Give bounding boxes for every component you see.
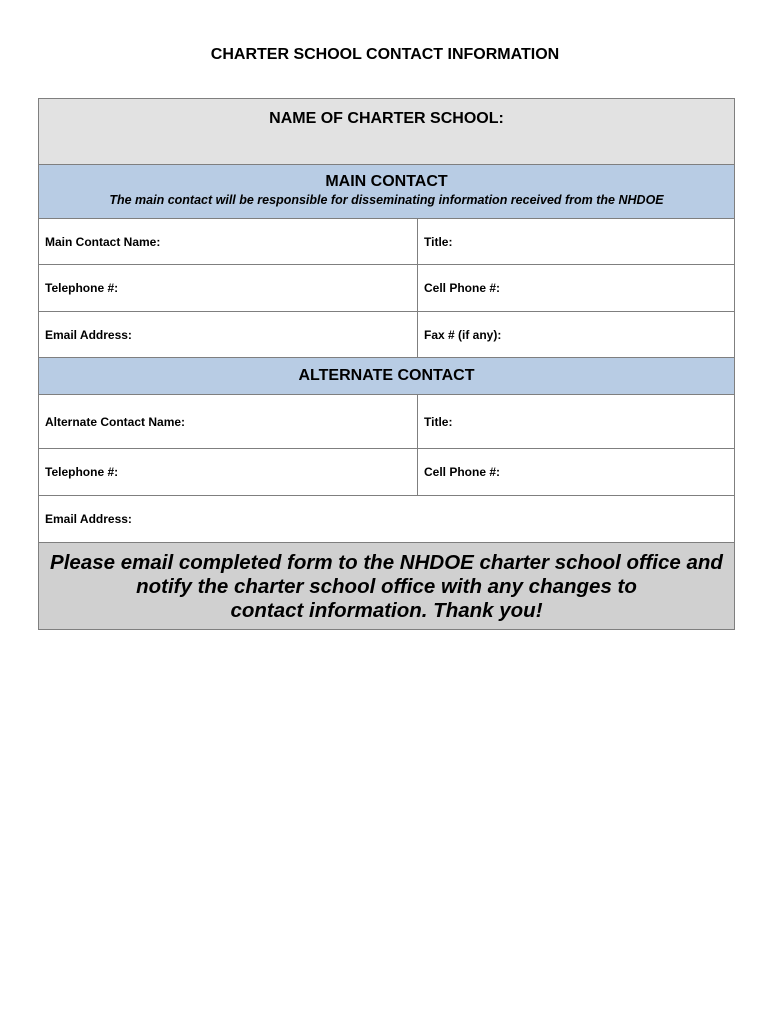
footer-line-3: contact information. Thank you!	[230, 599, 543, 622]
main-contact-name-field[interactable]	[39, 219, 418, 264]
main-fax-field[interactable]	[418, 312, 734, 357]
footer-message-row	[39, 543, 734, 629]
document-title: CHARTER SCHOOL CONTACT INFORMATION	[210, 46, 560, 63]
main-contact-row-2	[39, 265, 734, 312]
main-telephone-label: Telephone #:	[45, 281, 119, 295]
main-contact-row-1	[39, 219, 734, 265]
alternate-contact-name-field[interactable]	[39, 395, 418, 448]
school-name-row[interactable]	[39, 99, 734, 165]
alternate-contact-row-1	[39, 395, 734, 449]
footer-line-2: notify the charter school office with any changes to	[136, 575, 637, 598]
alternate-email-label: Email Address:	[45, 512, 132, 526]
alternate-contact-title-label: Title:	[424, 414, 453, 429]
main-contact-subheading: The main contact will be responsible for disseminating information received from the NHDOE	[109, 193, 664, 207]
main-contact-heading: MAIN CONTACT	[325, 173, 448, 190]
footer-line-1: Please email completed form to the NHDOE charter school office and	[50, 551, 723, 574]
footer-message	[42, 551, 732, 623]
main-cell-phone-field[interactable]	[418, 265, 734, 311]
alternate-telephone-field[interactable]	[39, 449, 418, 495]
alternate-cell-phone-field[interactable]	[418, 449, 734, 495]
alternate-contact-title-field[interactable]	[418, 395, 734, 448]
main-contact-header	[39, 165, 734, 219]
main-email-field[interactable]	[39, 312, 418, 357]
alternate-email-field[interactable]	[39, 496, 734, 542]
alternate-contact-row-2	[39, 449, 734, 496]
main-email-label: Email Address:	[45, 327, 132, 342]
main-telephone-field[interactable]	[39, 265, 418, 311]
contact-form	[38, 98, 735, 630]
main-fax-label: Fax # (if any):	[424, 327, 502, 342]
main-contact-title-field[interactable]	[418, 219, 734, 264]
alternate-cell-phone-label: Cell Phone #:	[424, 465, 501, 479]
alternate-contact-name-label: Alternate Contact Name:	[45, 414, 186, 429]
alternate-contact-heading: ALTERNATE CONTACT	[298, 367, 475, 384]
alternate-contact-row-3	[39, 496, 734, 543]
alternate-telephone-label: Telephone #:	[45, 465, 119, 479]
main-contact-name-label: Main Contact Name:	[45, 234, 161, 249]
alternate-contact-header	[39, 358, 734, 395]
main-cell-phone-label: Cell Phone #:	[424, 281, 501, 295]
main-contact-row-3	[39, 312, 734, 358]
school-name-label: NAME OF CHARTER SCHOOL:	[269, 110, 504, 127]
main-contact-title-label: Title:	[424, 234, 453, 249]
